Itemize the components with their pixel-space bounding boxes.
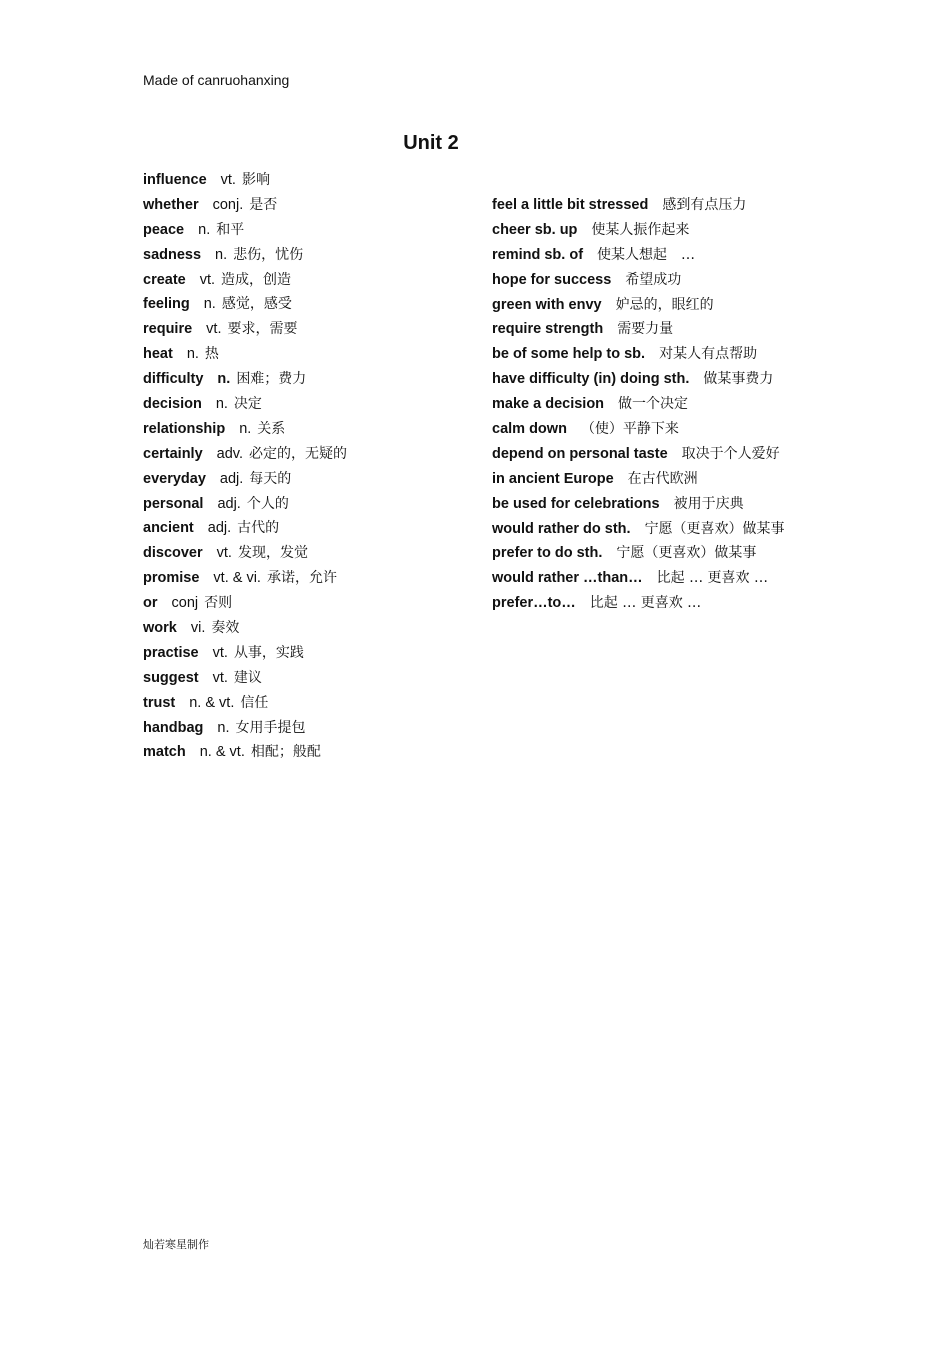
part-of-speech: adv. bbox=[216, 445, 243, 462]
list-item bbox=[143, 195, 347, 220]
term: personal bbox=[143, 495, 204, 512]
list-item bbox=[492, 369, 785, 394]
list-item bbox=[143, 518, 347, 543]
term: practise bbox=[143, 644, 199, 661]
term: require bbox=[143, 321, 193, 338]
unit-title: Unit 2 bbox=[403, 132, 459, 154]
term: sadness bbox=[143, 246, 202, 263]
list-item bbox=[492, 469, 785, 494]
meaning: 感到有点压力 bbox=[662, 197, 747, 213]
meaning: 决定 bbox=[233, 396, 262, 413]
part-of-speech: adj. bbox=[219, 470, 244, 487]
part-of-speech: n. bbox=[217, 371, 231, 388]
meaning: 个人的 bbox=[246, 495, 289, 512]
list-item bbox=[143, 245, 347, 270]
phrase: calm down bbox=[492, 421, 567, 438]
meaning: 要求，需要 bbox=[227, 321, 298, 338]
list-item bbox=[492, 220, 785, 245]
phrase: would rather do sth. bbox=[492, 520, 631, 537]
meaning: 需要力量 bbox=[617, 321, 674, 338]
part-of-speech: vt. bbox=[216, 545, 232, 562]
list-item bbox=[492, 543, 785, 568]
phrase: make a decision bbox=[492, 396, 605, 413]
term: or bbox=[143, 595, 158, 612]
meaning: 从事，实践 bbox=[233, 644, 304, 661]
meaning: 造成，创造 bbox=[221, 271, 292, 288]
part-of-speech: n. bbox=[215, 396, 228, 413]
term: promise bbox=[143, 570, 200, 587]
part-of-speech: adj. bbox=[207, 520, 232, 537]
list-item bbox=[143, 693, 347, 718]
list-item bbox=[143, 543, 347, 568]
term: suggest bbox=[143, 669, 199, 686]
list-item bbox=[143, 593, 347, 618]
meaning: 是否 bbox=[249, 196, 278, 213]
meaning: 妒忌的，眼红的 bbox=[615, 296, 714, 313]
meaning: 取决于个人爱好 bbox=[681, 445, 780, 462]
list-item bbox=[492, 519, 785, 544]
list-item bbox=[492, 494, 785, 519]
list-item bbox=[143, 568, 347, 593]
term: handbag bbox=[143, 719, 204, 736]
list-item bbox=[143, 718, 347, 743]
phrase: be used for celebrations bbox=[492, 495, 660, 512]
meaning: 对某人有点帮助 bbox=[659, 346, 758, 363]
list-item bbox=[143, 319, 347, 344]
word-list bbox=[143, 170, 347, 767]
meaning: 使某人振作起来 bbox=[591, 221, 690, 238]
list-item bbox=[143, 668, 347, 693]
meaning: 宁愿（更喜欢）做某事 bbox=[616, 545, 757, 562]
list-item bbox=[143, 220, 347, 245]
meaning: 困难；费力 bbox=[236, 371, 307, 388]
meaning: 承诺，允许 bbox=[266, 570, 337, 587]
part-of-speech: conj bbox=[171, 595, 199, 612]
part-of-speech: n. & vt. bbox=[199, 744, 245, 761]
phrase: feel a little bit stressed bbox=[492, 197, 649, 213]
list-item bbox=[492, 295, 785, 320]
term: influence bbox=[143, 172, 207, 188]
meaning: 希望成功 bbox=[625, 271, 682, 288]
list-item bbox=[143, 618, 347, 643]
meaning: 奏效 bbox=[211, 620, 240, 637]
meaning: 相配；般配 bbox=[250, 744, 321, 761]
list-item bbox=[143, 494, 347, 519]
phrase: have difficulty (in) doing sth. bbox=[492, 371, 690, 388]
meaning: 做某事费力 bbox=[703, 371, 774, 388]
meaning: 信任 bbox=[240, 694, 269, 711]
part-of-speech: n. & vt. bbox=[189, 694, 235, 711]
part-of-speech: vi. bbox=[190, 620, 206, 637]
term: peace bbox=[143, 221, 185, 238]
meaning: 感觉，感受 bbox=[221, 296, 292, 313]
list-item bbox=[492, 270, 785, 295]
meaning: 做一个决定 bbox=[618, 396, 689, 413]
meaning: 每天的 bbox=[249, 470, 292, 487]
term: relationship bbox=[143, 420, 226, 437]
meaning: 被用于庆典 bbox=[673, 495, 744, 512]
phrase: would rather …than… bbox=[492, 570, 643, 587]
page-header: Made of canruohanxing bbox=[143, 72, 290, 88]
list-item bbox=[143, 344, 347, 369]
phrase: remind sb. of bbox=[492, 246, 584, 263]
term: match bbox=[143, 744, 186, 761]
meaning: 悲伤，忧伤 bbox=[233, 246, 304, 263]
phrase: green with envy bbox=[492, 296, 602, 313]
term: ancient bbox=[143, 520, 194, 537]
page-footer: 灿若寒星制作 bbox=[143, 1238, 209, 1251]
part-of-speech: vt. bbox=[220, 172, 236, 188]
meaning: 影响 bbox=[241, 172, 270, 188]
phrase-list bbox=[492, 195, 785, 618]
part-of-speech: n. bbox=[215, 246, 228, 263]
term: heat bbox=[143, 346, 173, 363]
part-of-speech: vt. bbox=[212, 669, 228, 686]
term: everyday bbox=[143, 470, 206, 487]
term: difficulty bbox=[143, 371, 204, 388]
phrase: require strength bbox=[492, 321, 604, 338]
part-of-speech: vt. bbox=[206, 321, 222, 338]
meaning: 热 bbox=[204, 346, 219, 363]
list-item bbox=[143, 742, 347, 767]
list-item bbox=[143, 419, 347, 444]
part-of-speech: n. bbox=[203, 296, 216, 313]
part-of-speech: n. bbox=[239, 420, 252, 437]
list-item bbox=[143, 444, 347, 469]
phrase: cheer sb. up bbox=[492, 221, 578, 238]
list-item bbox=[492, 593, 785, 618]
phrase: prefer to do sth. bbox=[492, 545, 603, 562]
meaning: 宁愿（更喜欢）做某事 bbox=[644, 520, 785, 537]
meaning: 和平 bbox=[216, 221, 245, 238]
meaning: 女用手提包 bbox=[235, 719, 306, 736]
part-of-speech: n. bbox=[186, 346, 199, 363]
list-item bbox=[143, 270, 347, 295]
list-item bbox=[143, 369, 347, 394]
list-item bbox=[492, 245, 785, 270]
term: decision bbox=[143, 396, 202, 413]
term: trust bbox=[143, 694, 176, 711]
list-item bbox=[492, 419, 785, 444]
list-item bbox=[492, 444, 785, 469]
term: feeling bbox=[143, 296, 190, 313]
part-of-speech: vt. & vi. bbox=[213, 570, 261, 587]
meaning: （使）平静下来 bbox=[580, 421, 679, 438]
list-item bbox=[143, 170, 347, 195]
part-of-speech: vt. bbox=[199, 271, 216, 288]
phrase: hope for success bbox=[492, 271, 612, 288]
phrase: in ancient Europe bbox=[492, 470, 614, 487]
phrase: be of some help to sb. bbox=[492, 346, 646, 363]
part-of-speech: adj. bbox=[217, 495, 241, 512]
meaning: 关系 bbox=[257, 420, 286, 437]
meaning: 比起 … 更喜欢 … bbox=[589, 595, 702, 612]
list-item bbox=[143, 294, 347, 319]
list-item bbox=[492, 344, 785, 369]
meaning: 古代的 bbox=[237, 520, 280, 537]
list-item bbox=[143, 643, 347, 668]
list-item bbox=[143, 469, 347, 494]
meaning: 在古代欧洲 bbox=[627, 470, 698, 487]
meaning: 建议 bbox=[233, 669, 262, 686]
term: certainly bbox=[143, 445, 203, 462]
meaning: 比起 … 更喜欢 … bbox=[656, 570, 769, 587]
list-item bbox=[492, 319, 785, 344]
part-of-speech: vt. bbox=[212, 644, 228, 661]
list-item bbox=[492, 568, 785, 593]
phrase: prefer…to… bbox=[492, 595, 576, 612]
list-item bbox=[492, 394, 785, 419]
term: discover bbox=[143, 545, 203, 562]
part-of-speech: n. bbox=[198, 221, 211, 238]
meaning: 发现，发觉 bbox=[237, 545, 308, 562]
term: work bbox=[143, 620, 177, 637]
part-of-speech: conj. bbox=[212, 196, 244, 213]
meaning: 否则 bbox=[204, 595, 233, 612]
part-of-speech: n. bbox=[217, 719, 230, 736]
meaning: 必定的，无疑的 bbox=[249, 445, 347, 462]
list-item bbox=[492, 195, 785, 220]
term: whether bbox=[143, 196, 199, 213]
list-item bbox=[143, 394, 347, 419]
phrase: depend on personal taste bbox=[492, 445, 668, 462]
term: create bbox=[143, 271, 186, 288]
meaning: 使某人想起 … bbox=[597, 246, 696, 263]
